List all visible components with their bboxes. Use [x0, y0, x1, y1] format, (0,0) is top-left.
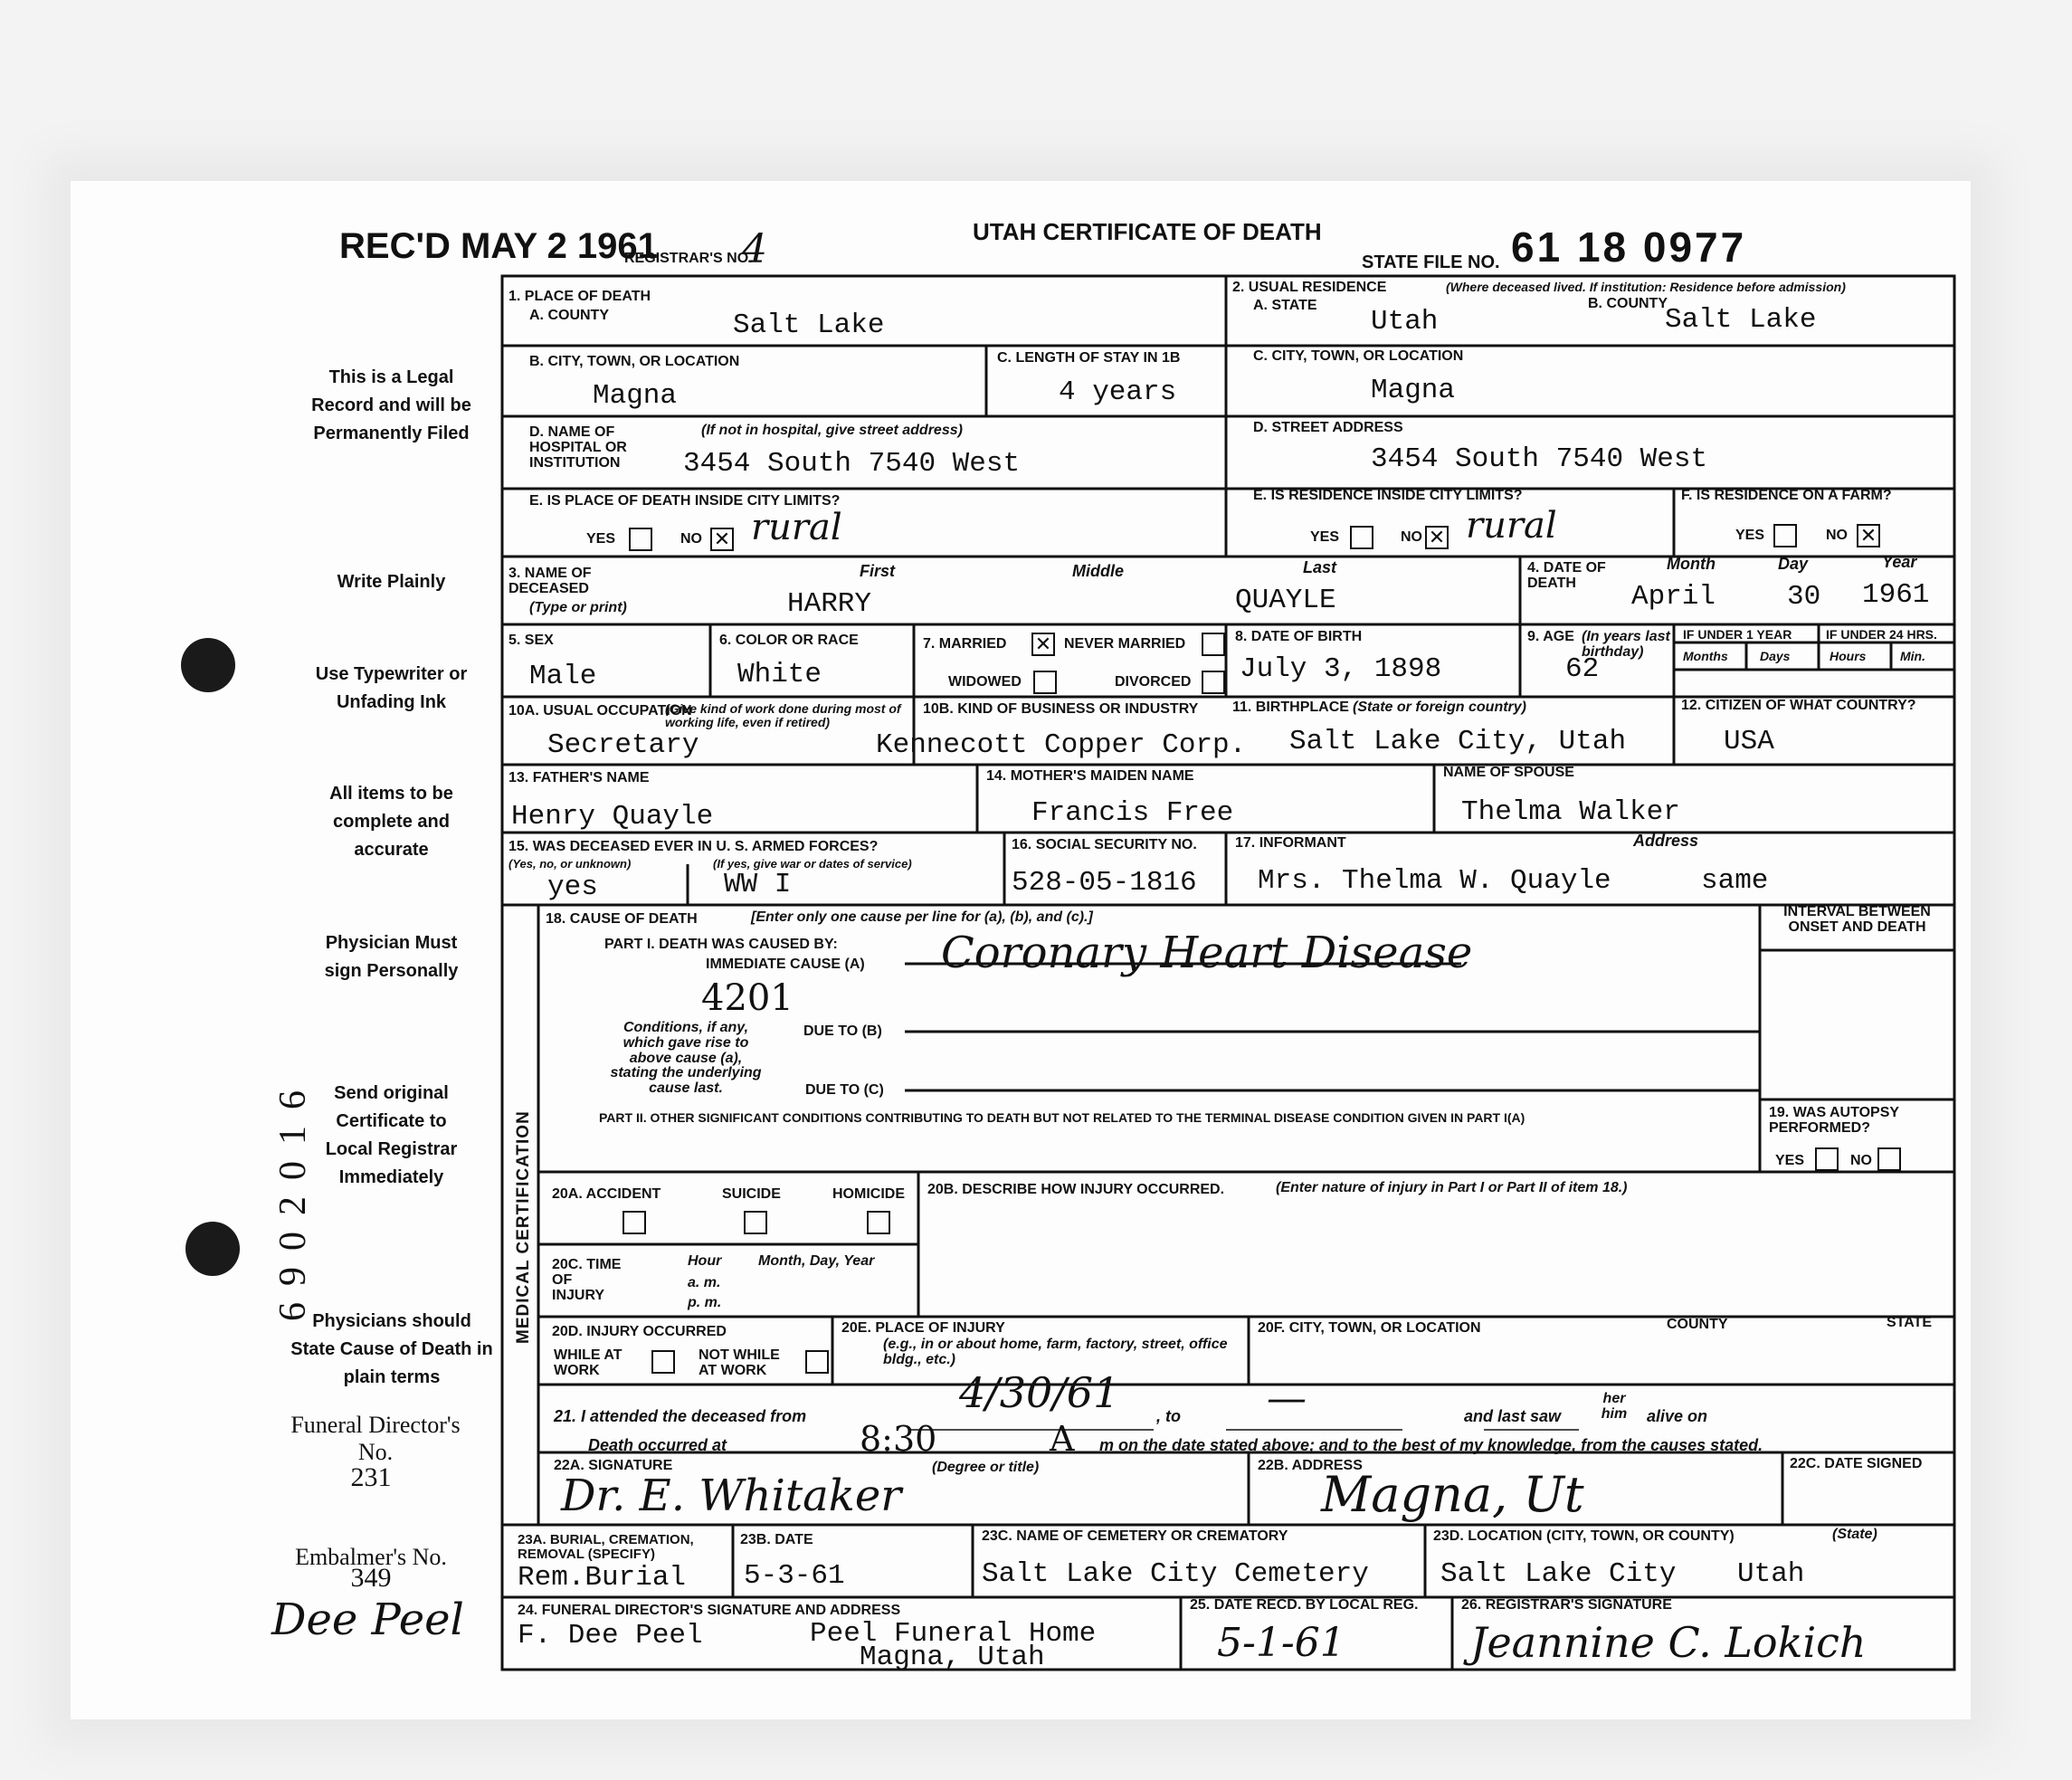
- autopsy-label: 19. WAS AUTOPSY PERFORMED?: [1769, 1105, 1899, 1136]
- embalmer-signature: Dee Peel: [271, 1594, 464, 1645]
- ssn-label: 16. SOCIAL SECURITY NO.: [1012, 837, 1197, 852]
- informant-address-label: Address: [1633, 832, 1699, 850]
- immediate-cause-label: IMMEDIATE CAUSE (A): [706, 957, 865, 972]
- cause-label: 18. CAUSE OF DEATH: [546, 911, 698, 927]
- res-county-label: B. COUNTY: [1588, 296, 1668, 311]
- res-inside-yes-label: YES: [1310, 529, 1340, 545]
- hours-label: Hours: [1830, 649, 1867, 663]
- divorced-label: DIVORCED: [1115, 674, 1192, 690]
- attended-label: 21. I attended the deceased from: [554, 1407, 807, 1425]
- burial-state-value: Utah: [1737, 1558, 1805, 1590]
- citizen-value: USA: [1724, 726, 1774, 757]
- married-label: 7. MARRIED: [923, 636, 1007, 652]
- hour-label: Hour: [688, 1253, 722, 1269]
- death-county-label: A. COUNTY: [529, 308, 609, 323]
- citizen-label: 12. CITIZEN OF WHAT COUNTRY?: [1681, 698, 1916, 713]
- autopsy-no-label: NO: [1850, 1153, 1872, 1168]
- sex-value: Male: [529, 661, 597, 692]
- type-print-note: (Type or print): [529, 600, 627, 615]
- res-inside-note: rural: [1466, 505, 1557, 547]
- date-death-label: 4. DATE OF DEATH: [1527, 560, 1606, 591]
- death-inside-yes-checkbox[interactable]: [629, 528, 652, 551]
- state-file-number: 61 18 0977: [1511, 224, 1747, 271]
- death-city-value: Magna: [593, 380, 678, 412]
- dob-label: 8. DATE OF BIRTH: [1235, 629, 1363, 644]
- name-deceased-label: 3. NAME OF DECEASED: [508, 566, 592, 596]
- death-time-value: 8:30: [860, 1419, 937, 1459]
- day-label: Day: [1778, 555, 1809, 573]
- degree-label: (Degree or title): [932, 1460, 1040, 1475]
- part2-label: PART II. OTHER SIGNIFICANT CONDITIONS CONTRIBUTING TO DEATH BUT NOT RELATED TO THE TERMINAL DISEASE CONDITION GIVEN IN PART I(A): [599, 1110, 1525, 1125]
- birthplace-label: 11. BIRTHPLACE: [1232, 700, 1349, 715]
- while-work-checkbox[interactable]: [651, 1350, 675, 1374]
- res-state-value: Utah: [1371, 306, 1439, 338]
- physician-signature: Dr. E. Whitaker: [561, 1471, 902, 1521]
- armed-value: yes: [547, 871, 598, 903]
- sidebar-physicians-should: Physicians should State Cause of Death in plain terms: [290, 1311, 493, 1387]
- age-note: (In years last birthday): [1582, 629, 1670, 660]
- describe-injury-note: (Enter nature of injury in Part I or Part II of item 18.): [1276, 1180, 1628, 1195]
- death-inside-note: rural: [751, 507, 842, 548]
- widowed-label: WIDOWED: [948, 674, 1022, 690]
- res-farm-no-label: NO: [1826, 528, 1848, 543]
- death-city-label: B. CITY, TOWN, OR LOCATION: [529, 354, 740, 369]
- part1-label: PART I. DEATH WAS CAUSED BY:: [604, 937, 838, 952]
- pm-label: p. m.: [688, 1295, 722, 1310]
- alive-on-label: alive on: [1647, 1407, 1708, 1425]
- death-inside-yes-label: YES: [586, 531, 616, 547]
- mother-value: Francis Free: [1031, 797, 1234, 829]
- sidebar-use-typewriter: Use Typewriter or Unfading Ink: [315, 664, 468, 712]
- address-22-label: 22B. ADDRESS: [1258, 1458, 1363, 1473]
- occupation-label: 10A. USUAL OCCUPATION: [508, 703, 692, 719]
- birthplace-value: Salt Lake City, Utah: [1289, 726, 1627, 757]
- suicide-checkbox[interactable]: [744, 1211, 767, 1234]
- sidebar-all-items: All items to be complete and accurate: [329, 784, 453, 860]
- death-county-value: Salt Lake: [733, 309, 885, 341]
- death-inside-city-label: E. IS PLACE OF DEATH INSIDE CITY LIMITS?: [529, 493, 841, 509]
- accident-label: 20A. ACCIDENT: [552, 1186, 661, 1202]
- cause-note: [Enter only one cause per line for (a), (b), and (c).]: [751, 909, 1093, 925]
- signature-label: 22A. SIGNATURE: [554, 1458, 673, 1473]
- spouse-label: NAME OF SPOUSE: [1443, 765, 1574, 780]
- autopsy-yes-label: YES: [1775, 1153, 1805, 1168]
- dob-value: July 3, 1898: [1240, 653, 1442, 685]
- res-farm-label: F. IS RESIDENCE ON A FARM?: [1681, 488, 1892, 503]
- not-while-checkbox[interactable]: [805, 1350, 829, 1374]
- hospital-value: 3454 South 7540 West: [683, 448, 1021, 480]
- certificate-title: UTAH CERTIFICATE OF DEATH: [973, 218, 1322, 245]
- month-label: Month: [1667, 555, 1716, 573]
- res-street-value: 3454 South 7540 West: [1371, 443, 1708, 475]
- location-23-label: 23D. LOCATION (CITY, TOWN, OR COUNTY): [1433, 1528, 1735, 1544]
- physician-address: Magna, Ut: [1321, 1466, 1584, 1523]
- due-c-label: DUE TO (C): [805, 1082, 884, 1098]
- spouse-value: Thelma Walker: [1461, 796, 1680, 828]
- homicide-checkbox[interactable]: [867, 1211, 890, 1234]
- married-checkbox[interactable]: ✕: [1031, 633, 1055, 656]
- immediate-cause-value: Coronary Heart Disease: [941, 928, 1473, 978]
- under-1yr-label: IF UNDER 1 YEAR: [1683, 627, 1792, 642]
- mother-label: 14. MOTHER'S MAIDEN NAME: [986, 768, 1194, 784]
- registrar-no-label: REGISTRAR'S NO.: [624, 251, 753, 266]
- days-label: Days: [1760, 649, 1791, 663]
- informant-value: Mrs. Thelma W. Quayle: [1258, 865, 1611, 897]
- divorced-checkbox[interactable]: [1202, 671, 1225, 694]
- state-paren-label: (State): [1832, 1527, 1877, 1542]
- registrar-sig-label: 26. REGISTRAR'S SIGNATURE: [1461, 1597, 1672, 1613]
- injury-county-label: COUNTY: [1667, 1317, 1728, 1332]
- never-married-label: NEVER MARRIED: [1064, 636, 1186, 652]
- sex-label: 5. SEX: [508, 633, 554, 648]
- informant-label: 17. INFORMANT: [1235, 835, 1346, 851]
- year-label: Year: [1882, 553, 1917, 571]
- last-label: Last: [1303, 558, 1337, 576]
- middle-label: Middle: [1072, 562, 1124, 580]
- conditions-label: Conditions, if any, which gave rise to above cause (a), stating the underlying cause last.: [610, 1020, 762, 1097]
- place-injury-note: (e.g., in or about home, farm, factory, street, office bldg., etc.): [883, 1337, 1228, 1367]
- min-label: Min.: [1900, 649, 1925, 663]
- last-saw-label: and last saw: [1464, 1407, 1562, 1425]
- not-while-label: NOT WHILE AT WORK: [699, 1347, 780, 1378]
- res-inside-yes-checkbox[interactable]: [1350, 526, 1373, 549]
- injury-city-label: 20F. CITY, TOWN, OR LOCATION: [1258, 1320, 1481, 1336]
- widowed-checkbox[interactable]: [1033, 671, 1057, 694]
- age-value: 62: [1565, 653, 1600, 685]
- occupation-note: (Give kind of work done during most of working life, even if retired): [665, 701, 901, 729]
- death-inside-no-label: NO: [680, 531, 702, 547]
- injury-occurred-label: 20D. INJURY OCCURRED: [552, 1324, 727, 1339]
- registrar-no-value: 4: [742, 226, 767, 272]
- sidebar-physician-sign: Physician Must sign Personally: [324, 933, 459, 981]
- attended-to-value: —: [1267, 1375, 1307, 1422]
- armed-label: 15. WAS DECEASED EVER IN U. S. ARMED FORCES?: [508, 839, 879, 854]
- sidebar-send-original: Send original Certificate to Local Registrar Immediately: [325, 1083, 458, 1187]
- burial-value: Rem.Burial: [518, 1562, 687, 1594]
- first-label: First: [860, 562, 896, 580]
- sidebar-write-plainly: Write Plainly: [337, 572, 446, 592]
- res-inside-no-checkbox[interactable]: ✕: [1425, 526, 1449, 549]
- suicide-label: SUICIDE: [722, 1186, 781, 1202]
- m-on-label: m on the date stated above; and to the best of my knowledge, from the causes stated.: [1099, 1436, 1763, 1454]
- embalmer-label: Embalmer's No.: [295, 1544, 447, 1570]
- autopsy-yes-checkbox[interactable]: [1815, 1147, 1839, 1171]
- state-file-label: STATE FILE NO.: [1362, 252, 1500, 272]
- res-inside-no-label: NO: [1401, 529, 1422, 545]
- mdy-label: Month, Day, Year: [758, 1253, 875, 1269]
- received-stamp: REC'D MAY 2 1961: [339, 226, 658, 266]
- res-street-label: D. STREET ADDRESS: [1253, 420, 1403, 435]
- death-occurred-label: Death occurred at: [588, 1436, 727, 1454]
- cause-code: 4201: [701, 977, 794, 1019]
- months-label: Months: [1683, 649, 1728, 663]
- res-farm-yes-checkbox[interactable]: [1773, 524, 1797, 547]
- homicide-label: HOMICIDE: [832, 1186, 905, 1202]
- res-city-value: Magna: [1371, 375, 1456, 406]
- war-value: WW I: [724, 869, 792, 900]
- date-recd-label: 25. DATE RECD. BY LOCAL REG.: [1190, 1597, 1419, 1613]
- res-inside-city-label: E. IS RESIDENCE INSIDE CITY LIMITS?: [1253, 488, 1523, 503]
- registrar-signature: Jeannine C. Lokich: [1470, 1618, 1867, 1667]
- usual-residence-label: 2. USUAL RESIDENCE: [1232, 280, 1387, 295]
- injury-state-label: STATE: [1887, 1315, 1933, 1330]
- under-24-label: IF UNDER 24 HRS.: [1826, 627, 1937, 642]
- ssn-value: 528-05-1816: [1012, 867, 1197, 899]
- usual-residence-note: (Where deceased lived. If institution: Residence before admission): [1446, 280, 1846, 294]
- father-label: 13. FATHER'S NAME: [508, 770, 650, 785]
- burial-city-value: Salt Lake City: [1440, 1558, 1677, 1590]
- armed-note1: (Yes, no, or unknown): [508, 857, 632, 871]
- funeral-home-value: Peel Funeral Home: [810, 1618, 1097, 1650]
- length-stay-label: C. LENGTH OF STAY IN 1B: [997, 350, 1181, 366]
- death-year-value: 1961: [1862, 579, 1930, 611]
- sidebar-legal-record: This is a Legal Record and will be Permanently Filed: [311, 367, 471, 443]
- cemetery-value: Salt Lake City Cemetery: [982, 1558, 1369, 1590]
- last-name-value: QUAYLE: [1235, 585, 1336, 616]
- am-label: a. m.: [688, 1275, 721, 1290]
- place-injury-label: 20E. PLACE OF INJURY: [841, 1320, 1005, 1336]
- funeral-director-no: 231: [350, 1462, 392, 1492]
- attended-from-value: 4/30/61: [959, 1368, 1120, 1417]
- funeral-director-label: Funeral Director's No.: [290, 1412, 461, 1465]
- armed-note2: (If yes, give war or dates of service): [713, 857, 912, 871]
- business-value: Kennecott Copper Corp.: [876, 729, 1247, 761]
- length-stay-value: 4 years: [1059, 376, 1177, 408]
- death-month-value: April: [1631, 581, 1716, 613]
- first-name-value: HARRY: [787, 588, 872, 620]
- hospital-note: (If not in hospital, give street address): [701, 423, 963, 438]
- vertical-file-number: 6902016: [272, 1074, 314, 1321]
- res-state-label: A. STATE: [1253, 298, 1317, 313]
- burial-label: 23A. BURIAL, CREMATION, REMOVAL (SPECIFY): [518, 1532, 694, 1562]
- time-injury-label: 20C. TIME OF INJURY: [552, 1257, 622, 1303]
- father-value: Henry Quayle: [511, 801, 714, 833]
- burial-date-value: 5-3-61: [744, 1560, 845, 1592]
- hospital-label: D. NAME OF HOSPITAL OR INSTITUTION: [529, 424, 627, 471]
- death-am-value: A: [1050, 1419, 1075, 1459]
- business-label: 10B. KIND OF BUSINESS OR INDUSTRY: [923, 701, 1199, 717]
- autopsy-no-checkbox[interactable]: [1877, 1147, 1901, 1171]
- race-value: White: [737, 659, 822, 690]
- res-farm-yes-label: YES: [1735, 528, 1765, 543]
- never-married-checkbox[interactable]: [1202, 633, 1225, 656]
- date-signed-label: 22C. DATE SIGNED: [1790, 1456, 1923, 1471]
- death-day-value: 30: [1787, 581, 1821, 613]
- res-city-label: C. CITY, TOWN, OR LOCATION: [1253, 348, 1464, 364]
- date-recd-value: 5-1-61: [1217, 1620, 1345, 1666]
- race-label: 6. COLOR OR RACE: [719, 633, 859, 648]
- funeral-home-city: Magna, Utah: [860, 1642, 1045, 1673]
- to-label: , to: [1156, 1407, 1181, 1425]
- occupation-value: Secretary: [547, 729, 699, 761]
- place-of-death-label: 1. PLACE OF DEATH: [508, 289, 651, 304]
- res-county-value: Salt Lake: [1665, 304, 1817, 336]
- death-inside-no-checkbox[interactable]: ✕: [710, 528, 734, 551]
- her-him-label: her him: [1601, 1391, 1628, 1422]
- age-label: 9. AGE: [1527, 629, 1574, 644]
- interval-label: INTERVAL BETWEEN ONSET AND DEATH: [1783, 904, 1931, 935]
- accident-checkbox[interactable]: [623, 1211, 646, 1234]
- describe-injury-label: 20B. DESCRIBE HOW INJURY OCCURRED.: [927, 1182, 1225, 1197]
- burial-date-label: 23B. DATE: [740, 1532, 813, 1547]
- while-work-label: WHILE AT WORK: [554, 1347, 623, 1378]
- medical-certification-label: MEDICAL CERTIFICATION: [514, 1110, 533, 1344]
- due-b-label: DUE TO (B): [803, 1023, 882, 1039]
- funeral-director-sig: F. Dee Peel: [518, 1620, 703, 1651]
- funeral-sig-label: 24. FUNERAL DIRECTOR'S SIGNATURE AND ADDRESS: [518, 1603, 901, 1618]
- informant-address-value: same: [1701, 865, 1769, 897]
- cemetery-label: 23C. NAME OF CEMETERY OR CREMATORY: [982, 1528, 1288, 1544]
- birthplace-note: (State or foreign country): [1353, 700, 1527, 715]
- res-farm-no-checkbox[interactable]: ✕: [1857, 524, 1880, 547]
- embalmer-no: 349: [350, 1563, 392, 1593]
